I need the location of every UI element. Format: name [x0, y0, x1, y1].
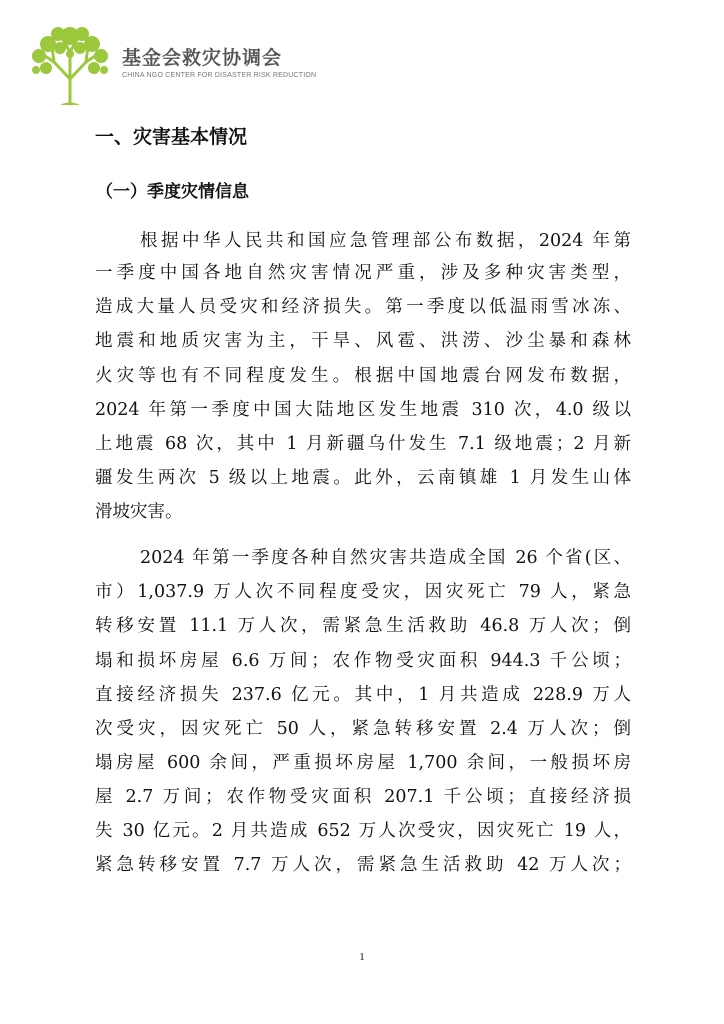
paragraph-line: 屋 2.7 万间；农作物受灾面积 207.1 千公顷；直接经济损 — [95, 787, 631, 807]
org-name: 基金会救灾协调会 — [122, 47, 283, 69]
paragraph-line: 火灾等也有不同程度发生。根据中国地震台网发布数据， — [95, 366, 631, 386]
paragraph-line: 根据中华人民共和国应急管理部公布数据，2024 年第 — [140, 231, 631, 251]
paragraph-line: 塌和损坏房屋 6.6 万间；农作物受灾面积 944.3 千公顷； — [95, 651, 631, 671]
section-subtitle: （一）季度灾情信息 — [96, 182, 249, 202]
paragraph-line: 一季度中国各地自然灾害情况严重，涉及多种灾害类型， — [95, 263, 631, 283]
paragraph-line: 2024 年第一季度中国大陆地区发生地震 310 次，4.0 级以 — [95, 400, 631, 420]
paragraph-line: 上地震 68 次，其中 1 月新疆乌什发生 7.1 级地震；2 月新 — [95, 434, 631, 454]
paragraph-line: 市）1,037.9 万人次不同程度受灾，因灾死亡 79 人，紧急 — [95, 582, 631, 602]
paragraph-line: 滑坡灾害。 — [95, 502, 183, 522]
paragraph-line: 2024 年第一季度各种自然灾害共造成全国 26 个省(区、 — [140, 548, 631, 568]
paragraph-line: 失 30 亿元。2 月共造成 652 万人次受灾，因灾死亡 19 人， — [95, 821, 631, 841]
paragraph-line: 造成大量人员受灾和经济损失。第一季度以低温雨雪冰冻、 — [95, 297, 631, 317]
section-title: 一、灾害基本情况 — [95, 126, 248, 148]
tree-logo-icon — [30, 24, 110, 106]
paragraph-line: 地震和地质灾害为主，干旱、风雹、洪涝、沙尘暴和森林 — [95, 331, 631, 351]
paragraph-line: 转移安置 11.1 万人次，需紧急生活救助 46.8 万人次；倒 — [95, 616, 631, 636]
paragraph-line: 次受灾，因灾死亡 50 人，紧急转移安置 2.4 万人次；倒 — [95, 719, 631, 739]
paragraph-line: 疆发生两次 5 级以上地震。此外，云南镇雄 1 月发生山体 — [95, 468, 631, 488]
paragraph-line: 塌房屋 600 余间，严重损坏房屋 1,700 余间，一般损坏房 — [95, 753, 631, 773]
page-number: 1 — [359, 951, 365, 963]
org-name-en: CHINA NGO CENTER FOR DISASTER RISK REDUCTION — [122, 72, 317, 79]
paragraph-line: 紧急转移安置 7.7 万人次，需紧急生活救助 42 万人次； — [95, 855, 631, 875]
paragraph-line: 直接经济损失 237.6 亿元。其中，1 月共造成 228.9 万人 — [95, 685, 631, 705]
